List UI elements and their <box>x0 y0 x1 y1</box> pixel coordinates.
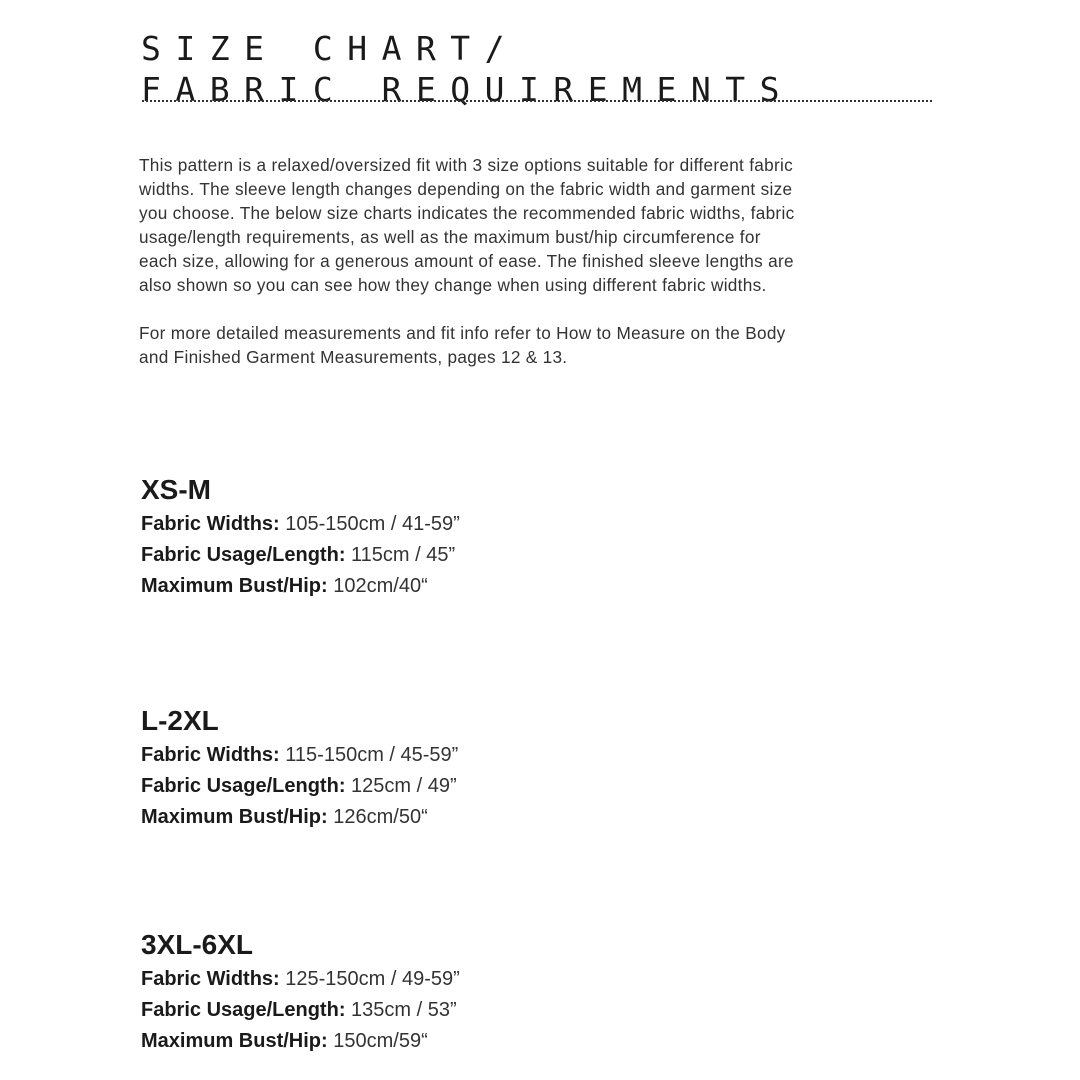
row-value: 125-150cm / 49-59” <box>285 968 460 990</box>
fabric-usage-row <box>141 995 460 1026</box>
row-label: Fabric Usage/Length: <box>141 544 346 566</box>
row-value: 135cm / 53” <box>351 999 457 1021</box>
text-line: widths. The sleeve length changes depending on the fabric width and garment size <box>139 179 793 199</box>
row-label: Fabric Widths: <box>141 968 280 990</box>
size-heading: 3XL-6XL <box>141 929 254 960</box>
row-value: 125cm / 49” <box>351 775 457 797</box>
fabric-usage-row <box>141 771 458 802</box>
text-line: also shown so you can see how they change when using different fabric widths. <box>139 275 767 295</box>
max-bust-hip-row <box>141 1026 460 1057</box>
row-value: 105-150cm / 41-59” <box>285 513 460 535</box>
text-line: and Finished Garment Measurements, pages 12 & 13. <box>139 347 568 367</box>
row-label: Fabric Usage/Length: <box>141 999 346 1021</box>
dotted-divider <box>142 100 932 102</box>
fabric-widths-row <box>141 964 460 995</box>
max-bust-hip-row <box>141 571 460 602</box>
fabric-usage-row <box>141 540 460 571</box>
page-title <box>141 28 794 110</box>
text-line: you choose. The below size charts indicates the recommended fabric widths, fabric <box>139 203 795 223</box>
size-section-xs-m <box>141 473 460 602</box>
row-label: Fabric Widths: <box>141 744 280 766</box>
title-line-2: FABRIC REQUIREMENTS <box>141 70 794 109</box>
row-label: Maximum Bust/Hip: <box>141 1030 328 1052</box>
row-value: 126cm/50“ <box>333 806 428 828</box>
size-section-3xl-6xl <box>141 928 460 1057</box>
fabric-widths-row <box>141 509 460 540</box>
fabric-widths-row <box>141 740 458 771</box>
row-value: 102cm/40“ <box>333 575 428 597</box>
intro-text <box>139 153 939 393</box>
intro-paragraph-1 <box>139 153 939 297</box>
row-value: 115-150cm / 45-59” <box>285 744 459 766</box>
size-heading: XS-M <box>141 474 211 505</box>
row-label: Fabric Widths: <box>141 513 280 535</box>
row-value: 150cm/59“ <box>333 1030 428 1052</box>
row-label: Maximum Bust/Hip: <box>141 575 328 597</box>
row-label: Fabric Usage/Length: <box>141 775 346 797</box>
intro-paragraph-2 <box>139 321 939 369</box>
max-bust-hip-row <box>141 802 458 833</box>
text-line: usage/length requirements, as well as the maximum bust/hip circumference for <box>139 227 761 247</box>
title-line-1: SIZE CHART/ <box>141 29 520 68</box>
row-label: Maximum Bust/Hip: <box>141 806 328 828</box>
text-line: This pattern is a relaxed/oversized fit with 3 size options suitable for different fabric <box>139 155 794 175</box>
text-line: For more detailed measurements and fit info refer to How to Measure on the Body <box>139 323 786 343</box>
row-value: 115cm / 45” <box>351 544 456 566</box>
size-section-l-2xl <box>141 704 458 833</box>
text-line: each size, allowing for a generous amount of ease. The finished sleeve lengths are <box>139 251 794 271</box>
size-heading: L-2XL <box>141 705 219 736</box>
